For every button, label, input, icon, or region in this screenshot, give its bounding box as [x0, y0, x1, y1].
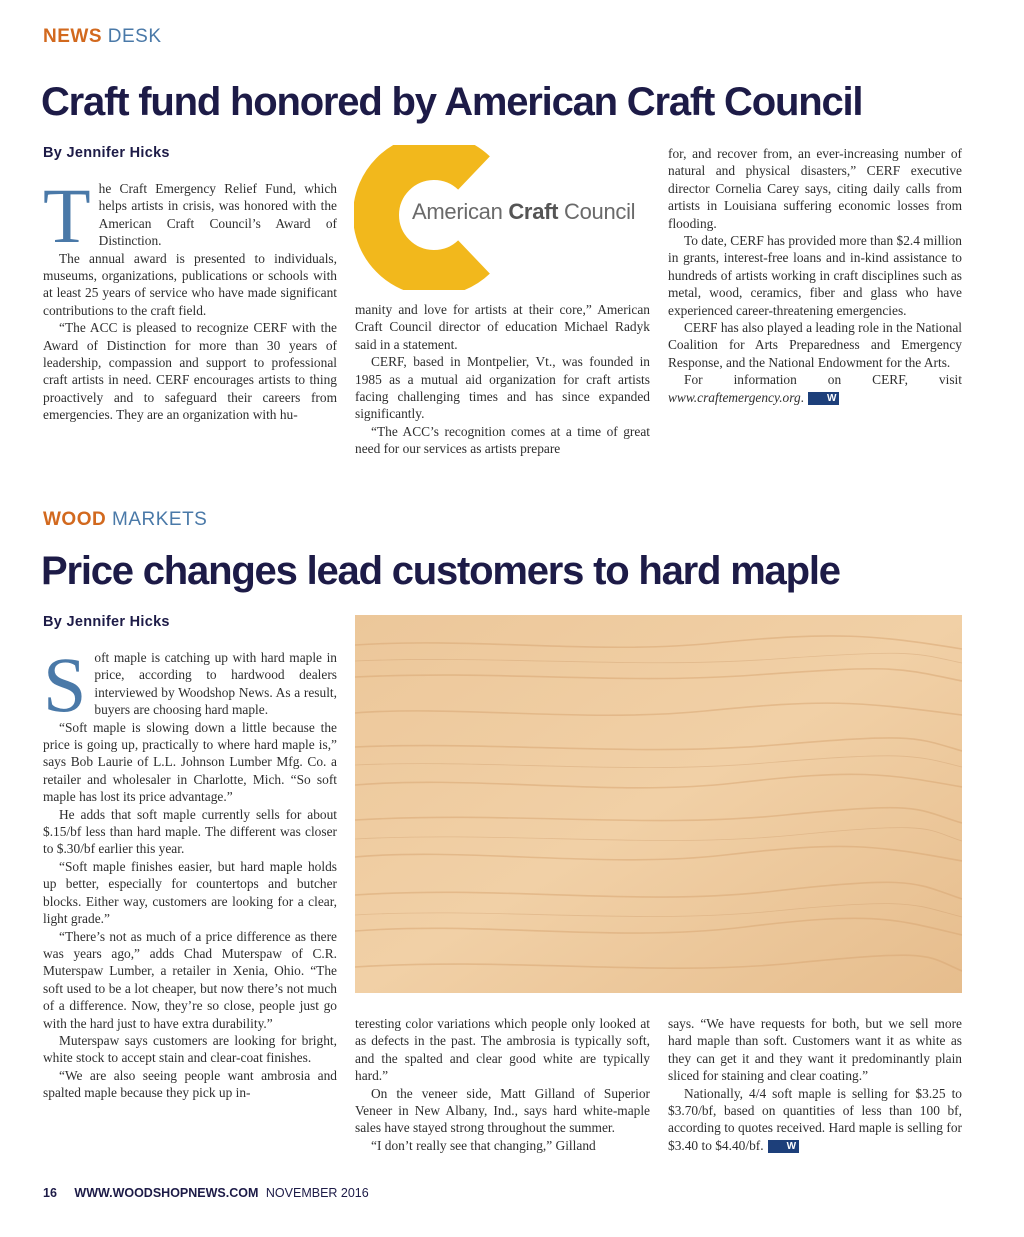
end-mark-icon: W: [808, 392, 839, 405]
site-url: WWW.WOODSHOPNEWS.COM: [74, 1186, 259, 1200]
headline-craft-fund: Craft fund honored by American Craft Council: [41, 80, 863, 124]
acc-logo-text: American Craft Council: [412, 199, 636, 224]
article1-column-1: T he Craft Emergency Relief Fund, which helps artists in crisis, was honored with the American Craft Council’s Award of Distinction. The annual award is presented to individuals, museums, organizations, publications or schools with at least 25 years of service who have made significant contributions to the craft field. “The ACC is pleased to recognize CERF with the Award of Distinction for more than 30 years of leadership, compassion and support to professional craft artists in need. CERF encourages artists to thing proactively and to safeguard their careers from emergencies. They are an organization with hu-: [43, 172, 337, 423]
pricing-paragraph: Nationally, 4/4 soft maple is selling for $3.25 to $3.70/bf, based on quantities of less than 100 bf, according to quotes received. Hard maple is selling for $3.40 to $4.40/bf. W: [668, 1085, 962, 1153]
kicker-bold: NEWS: [43, 26, 102, 47]
american-craft-council-logo: [354, 145, 654, 290]
byline-article2: By Jennifer Hicks: [43, 614, 170, 630]
article2-column-1: S oft maple is catching up with hard maple in price, according to hardwood dealers interviewed by Woodshop News. As a result, buyers are choosing hard maple. “Soft maple is slowing down a little because the price is going up, practically to where hard maple is,” says Bob Laurie of L.L. Johnson Lumber Mfg. Co. a retailer and wholesaler in Charlotte, Mich. “So soft maple has lost its price advantage.” He adds that soft maple currently sells for about $.15/bf less than hard maple. The different was closer to $.30/bf earlier this year. “Soft maple finishes easier, but hard maple holds up better, especially for countertops and butcher blocks. Either way, customers are looking for a clear, light grade.” “There’s not as much of a price difference as there was years ago,” adds Chad Muterspaw of C.R. Muterspaw Lumber, a retailer in Xenia, Ohio. “The soft used to be a lot cheaper, but now there’s not much of a difference. Now, they’re so close, people just go with the hard just to have extra durability.” Muterspaw says customers are looking for bright, white stock to accept stain and clear-coat finishes. “We are also seeing people want ambrosia and spalted maple because they pick up in-: [43, 641, 337, 1101]
page-footer: [43, 1186, 369, 1200]
hard-maple-wood-photo: [355, 615, 962, 993]
section-kicker-wood-markets: [43, 509, 207, 531]
kicker-light: MARKETS: [112, 509, 208, 530]
section-kicker-news-desk: [43, 26, 162, 48]
headline-price-changes: Price changes lead customers to hard maple: [41, 549, 840, 593]
article1-column-2: manity and love for artists at their core,” American Craft Council director of education Michael Radyk said in a statement. CERF, based in Montpelier, Vt., was founded in 1985 as a mutual aid organization for craft artists facing challenging times and has since expanded significantly. “The ACC’s recognition comes at a time of great need for our services as artists prepare: [355, 302, 650, 457]
end-mark-icon: W: [768, 1140, 799, 1153]
article1-column-3: for, and recover from, an ever-increasing number of natural and physical disasters,” CERF executive director Cornelia Carey says, citing daily calls from artists in Louisiana suffering economic losses from flooding. To date, CERF has provided more than $2.4 million in grants, interest-free loans and in-kind assistance to hundreds of artists working in craft disciplines such as metal, wood, ceramics, fiber and glass who have experienced career-threatening emergencies. CERF has also played a leading role in the National Coalition for Arts Preparedness and Emergency Response, and the National Endowment for the Arts. For information on CERF, visit www.craftemergency.org. W: [668, 146, 962, 405]
article2-column-3: says. “We have requests for both, but we sell more hard maple than soft. Customers want it as white as they can get it and they want it predominantly plain sliced for staining and clear coating.” Nationally, 4/4 soft maple is selling for $3.25 to $3.70/bf, based on quantities of less than 100 bf, according to quotes received. Hard maple is selling for $3.40 to $4.40/bf. W: [668, 1016, 962, 1153]
craftemergency-link[interactable]: www.craftemergency.org: [668, 389, 801, 405]
cerf-info-line: For information on CERF, visit www.craftemergency.org. W: [668, 372, 962, 405]
byline-article1: By Jennifer Hicks: [43, 145, 170, 161]
article2-column-2: teresting color variations which people only looked at as defects in the past. The ambrosia is typically soft, and the spalted and clear good white are typically hard.” On the veneer side, Matt Gilland of Superior Veneer in New Albany, Ind., says hard white-maple sales have stayed strong throughout the summer. “I don’t really see that changing,” Gilland: [355, 1016, 650, 1153]
page-number: 16: [43, 1186, 57, 1200]
kicker-bold: WOOD: [43, 509, 107, 530]
maple-grain-image: [355, 615, 962, 993]
dropcap-s: S: [43, 641, 87, 728]
dropcap-t: T: [43, 172, 91, 259]
issue-date: NOVEMBER 2016: [265, 1186, 369, 1200]
kicker-light: DESK: [107, 26, 162, 47]
